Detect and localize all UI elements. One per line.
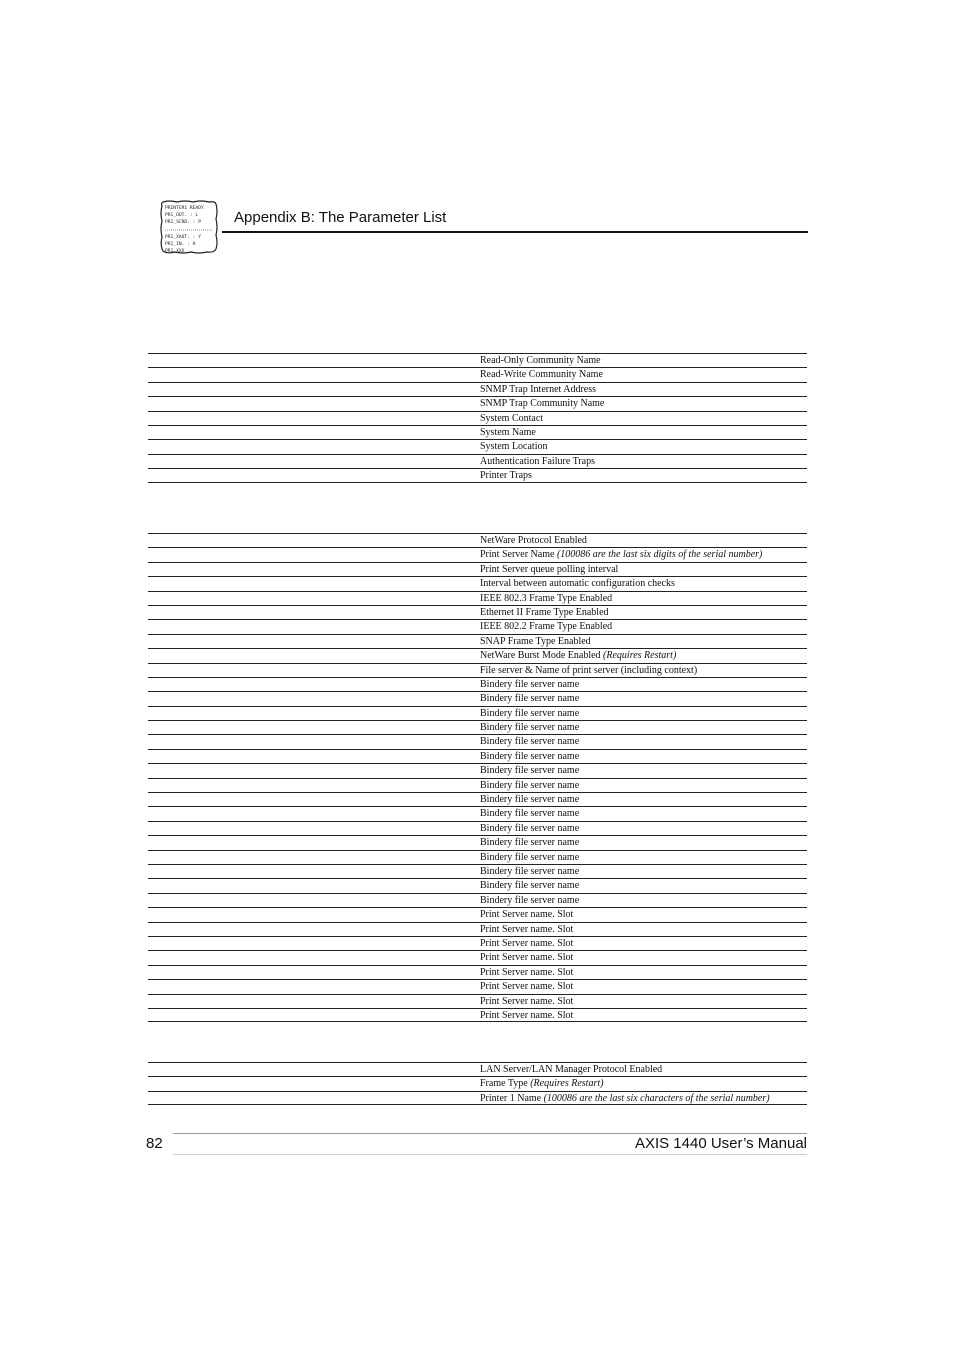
parameter-text: IEEE 802.3 Frame Type Enabled (480, 592, 613, 604)
parameter-text: Authentication Failure Traps (480, 455, 595, 467)
parameter-description (480, 564, 618, 576)
parameter-description (480, 636, 591, 648)
parameter-text: Bindery file server name (480, 693, 580, 705)
table-row (148, 382, 807, 396)
table-row (148, 850, 807, 864)
parameter-text: NetWare Burst Mode Enabled (480, 650, 604, 662)
parameter-text: System Location (480, 441, 548, 453)
parameter-text: SNMP Trap Internet Address (480, 383, 597, 395)
table-row (148, 547, 807, 561)
logo-line: PR1_IN. : H (165, 242, 196, 247)
parameter-text: Print Server name. Slot (480, 981, 574, 993)
parameter-description (480, 852, 579, 864)
parameter-text: Bindery file server name (480, 678, 580, 690)
parameter-description (480, 1078, 603, 1090)
table-row (148, 806, 807, 820)
footer-rule-lower (173, 1154, 807, 1155)
parameter-text: Print Server queue polling interval (480, 563, 619, 575)
parameter-description (480, 794, 579, 806)
parameter-text: Bindery file server name (480, 865, 580, 877)
parameter-text: Bindery file server name (480, 736, 580, 748)
parameter-text: Bindery file server name (480, 880, 580, 892)
parameter-description (480, 593, 612, 605)
parameter-text: Bindery file server name (480, 851, 580, 863)
parameter-description (480, 952, 573, 964)
parameter-description (480, 679, 579, 691)
parameter-text: Bindery file server name (480, 779, 580, 791)
table-row (148, 411, 807, 425)
parameter-text: Bindery file server name (480, 894, 580, 906)
parameter-description (480, 967, 573, 979)
parameter-description (480, 895, 579, 907)
parameter-description (480, 621, 612, 633)
printer-display-logo (159, 199, 219, 254)
logo-line: PR1_SCRD. : P (165, 220, 201, 225)
parameter-description (480, 981, 573, 993)
logo-line: PRINTER1 READY (165, 206, 204, 211)
parameter-description (480, 736, 579, 748)
parameter-text: Print Server Name (480, 549, 557, 561)
parameter-text: Print Server name. Slot (480, 937, 574, 949)
parameter-description (480, 355, 601, 367)
table-row (148, 922, 807, 936)
table-row (148, 533, 807, 547)
table-row (148, 619, 807, 633)
table-row (148, 396, 807, 410)
page-number: 82 (146, 1135, 163, 1152)
table-row (148, 576, 807, 590)
table-row (148, 936, 807, 950)
snmp-parameter-table (148, 353, 807, 483)
table-row (148, 734, 807, 748)
parameter-text: System Name (480, 426, 536, 438)
parameter-text: SNMP Trap Community Name (480, 398, 605, 410)
parameter-description (480, 456, 595, 468)
parameter-text: Bindery file server name (480, 722, 580, 734)
parameter-description (480, 808, 579, 820)
parameter-description (480, 384, 596, 396)
parameter-text: NetWare Protocol Enabled (480, 535, 587, 546)
parameter-description (480, 549, 762, 561)
parameter-text: Interval between automatic configuration checks (480, 578, 675, 590)
parameter-text: Read-Write Community Name (480, 369, 603, 381)
table-row (148, 994, 807, 1008)
parameter-text: Bindery file server name (480, 822, 580, 834)
parameter-text: Printer Traps (480, 470, 532, 482)
parameter-description (480, 1010, 573, 1022)
logo-line: PR1_XXX (165, 249, 185, 254)
table-row (148, 778, 807, 792)
table-row (148, 562, 807, 576)
footer-rule (173, 1133, 807, 1134)
table-row (148, 864, 807, 878)
parameter-description (480, 665, 697, 677)
table-row (148, 835, 807, 849)
table-row (148, 1091, 807, 1105)
table-row (148, 663, 807, 677)
table-row (148, 792, 807, 806)
table-row (148, 425, 807, 439)
header-rule (222, 231, 808, 233)
table-row (148, 468, 807, 482)
parameter-text: Bindery file server name (480, 750, 580, 762)
parameter-text: Printer 1 Name (480, 1092, 544, 1104)
parameter-text: Bindery file server name (480, 808, 580, 820)
table-row (148, 1008, 807, 1022)
parameter-text: LAN Server/LAN Manager Protocol Enabled (480, 1064, 663, 1075)
parameter-description (480, 880, 579, 892)
logo-line: PR1_OUT. : L (165, 213, 199, 218)
parameter-description (480, 535, 587, 547)
parameter-description (480, 427, 536, 439)
parameter-text: SNAP Frame Type Enabled (480, 635, 591, 647)
table-row (148, 965, 807, 979)
table-row (148, 821, 807, 835)
parameter-description (480, 938, 573, 950)
parameter-description (480, 765, 579, 777)
table-row (148, 979, 807, 993)
parameter-text: Ethernet II Frame Type Enabled (480, 606, 609, 618)
table-row (148, 720, 807, 734)
parameter-description (480, 470, 532, 482)
parameter-text: Bindery file server name (480, 707, 580, 719)
table-row (148, 605, 807, 619)
parameter-note: (Requires Restart) (530, 1078, 604, 1090)
table-row (148, 691, 807, 705)
table-row (148, 1076, 807, 1090)
table-row (148, 706, 807, 720)
table-row (148, 878, 807, 892)
table-row (148, 907, 807, 921)
parameter-text: IEEE 802.2 Frame Type Enabled (480, 621, 613, 633)
parameter-description (480, 578, 675, 590)
table-row (148, 749, 807, 763)
parameter-description (480, 607, 609, 619)
parameter-text: Read-Only Community Name (480, 355, 601, 366)
parameter-description (480, 823, 579, 835)
parameter-text: Print Server name. Slot (480, 1009, 574, 1021)
manual-title: AXIS 1440 User’s Manual (634, 1135, 807, 1152)
parameter-text: Bindery file server name (480, 794, 580, 806)
parameter-text: Print Server name. Slot (480, 923, 574, 935)
parameter-description (480, 909, 573, 921)
parameter-description (480, 708, 579, 720)
table-row (148, 591, 807, 605)
logo-line: PR1_XAUT. : Y (165, 235, 201, 240)
parameter-note: (Requires Restart) (603, 650, 677, 662)
parameter-description (480, 866, 579, 878)
parameter-text: Print Server name. Slot (480, 952, 574, 964)
parameter-description (480, 722, 579, 734)
table-row (148, 1062, 807, 1076)
parameter-text: System Contact (480, 412, 544, 424)
parameter-description (480, 837, 579, 849)
parameter-description (480, 398, 604, 410)
parameter-text: File server & Name of print server (including context) (480, 664, 698, 676)
parameter-description (480, 1093, 770, 1105)
table-row (148, 648, 807, 662)
parameter-description (480, 996, 573, 1008)
lan-manager-parameter-table (148, 1062, 807, 1105)
table-row (148, 454, 807, 468)
table-row (148, 439, 807, 453)
parameter-text: Bindery file server name (480, 837, 580, 849)
netware-parameter-table (148, 533, 807, 1022)
parameter-text: Frame Type (480, 1078, 531, 1090)
parameter-text: Print Server name. Slot (480, 966, 574, 978)
table-row (148, 677, 807, 691)
parameter-description (480, 369, 603, 381)
parameter-description (480, 650, 676, 662)
parameter-description (480, 1064, 662, 1076)
parameter-description (480, 751, 579, 763)
parameter-description (480, 693, 579, 705)
page-header-title: Appendix B: The Parameter List (234, 209, 447, 226)
parameter-description (480, 780, 579, 792)
parameter-text: Bindery file server name (480, 765, 580, 777)
table-row (148, 353, 807, 367)
parameter-text: Print Server name. Slot (480, 909, 574, 921)
parameter-note: (100086 are the last six digits of the serial number) (556, 549, 763, 561)
table-row (148, 893, 807, 907)
table-row (148, 950, 807, 964)
parameter-description (480, 413, 543, 425)
table-row (148, 367, 807, 381)
parameter-note: (100086 are the last six characters of the serial number) (543, 1092, 770, 1104)
table-row (148, 763, 807, 777)
table-row (148, 634, 807, 648)
parameter-description (480, 924, 573, 936)
parameter-description (480, 441, 548, 453)
parameter-text: Print Server name. Slot (480, 995, 574, 1007)
